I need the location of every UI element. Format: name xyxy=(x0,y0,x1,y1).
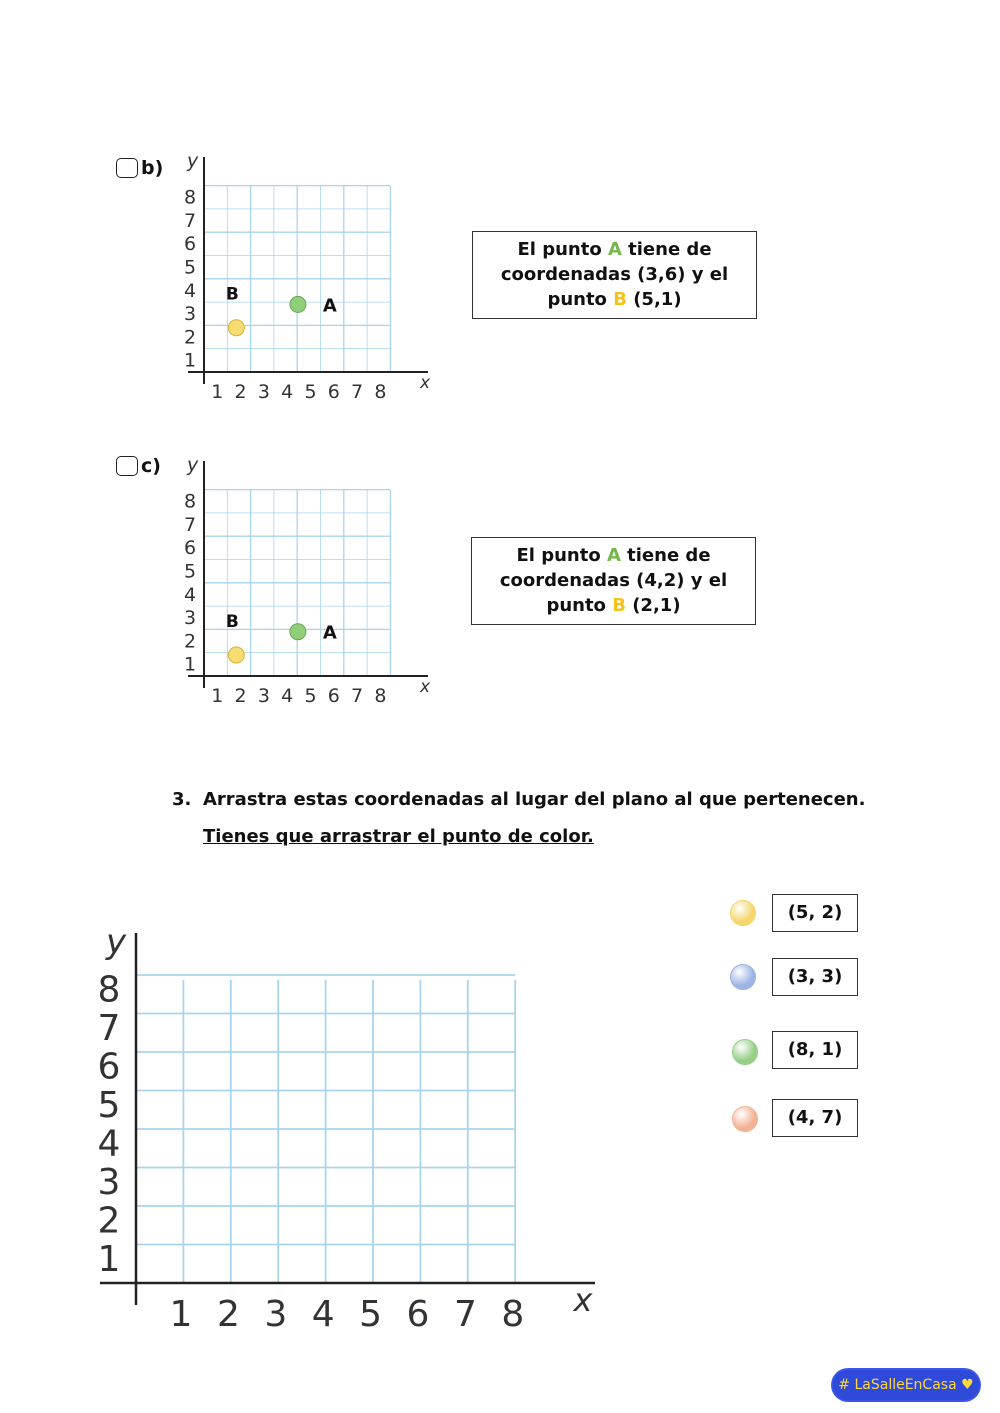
y-tick-label: 3 xyxy=(183,607,197,630)
coordinate-label: (5, 2) xyxy=(772,894,858,932)
x-tick-label: 7 xyxy=(453,1294,477,1335)
coordinate-plane[interactable] xyxy=(80,915,620,1340)
x-tick-label: 2 xyxy=(216,1294,240,1335)
y-axis-label: y xyxy=(187,454,199,476)
x-tick-label: 1 xyxy=(169,1294,193,1335)
y-tick-label: 8 xyxy=(183,490,197,513)
statement-point-b: B xyxy=(613,289,627,310)
x-tick-label: 1 xyxy=(211,685,224,707)
point-a-marker xyxy=(290,624,306,640)
x-tick-label: 8 xyxy=(374,685,387,707)
x-tick-label: 4 xyxy=(311,1294,335,1335)
point-b-marker xyxy=(228,647,244,663)
point-a-label: A xyxy=(322,622,337,644)
yellow-draggable-dot[interactable] xyxy=(730,900,756,926)
option-c-graph xyxy=(170,449,440,714)
x-tick-label: 4 xyxy=(281,685,294,707)
statement-point-b: B xyxy=(612,595,626,616)
option-c-checkbox[interactable] xyxy=(116,456,138,476)
heart-icon: ♥ xyxy=(961,1377,974,1393)
coordinate-label: (4, 7) xyxy=(772,1099,858,1137)
statement-point-a: A xyxy=(606,545,621,566)
x-tick-label: 2 xyxy=(234,685,247,707)
option-b-graph xyxy=(170,145,440,410)
statement-text: (5,1) xyxy=(626,289,682,310)
x-tick-label: 5 xyxy=(304,685,317,707)
y-tick-label: 8 xyxy=(183,186,197,209)
exercise-number: 3. xyxy=(172,789,192,810)
y-tick-label: 5 xyxy=(183,560,197,583)
statement-point-a: A xyxy=(607,239,622,260)
option-c-label: c) xyxy=(141,455,161,477)
badge-text: # LaSalleEnCasa xyxy=(838,1377,957,1393)
y-tick-label: 4 xyxy=(97,1123,121,1165)
x-axis-label: x xyxy=(420,373,431,393)
statement-text: (2,1) xyxy=(625,595,681,616)
statement-text: El punto xyxy=(517,239,608,260)
y-tick-label: 6 xyxy=(183,537,197,560)
y-tick-label: 7 xyxy=(183,209,197,232)
y-tick-label: 5 xyxy=(183,256,197,279)
y-tick-label: 3 xyxy=(183,303,197,326)
exercise-instruction-2: Tienes que arrastrar el punto de color. xyxy=(203,826,594,847)
y-tick-label: 2 xyxy=(97,1200,121,1242)
x-tick-label: 3 xyxy=(257,685,270,707)
x-tick-label: 5 xyxy=(304,381,317,403)
point-b-label: B xyxy=(225,284,239,305)
y-tick-label: 4 xyxy=(183,279,197,302)
option-c-statement xyxy=(471,537,756,625)
statement-text: El punto xyxy=(516,545,607,566)
point-a-marker xyxy=(290,296,306,312)
x-tick-label: 2 xyxy=(234,381,247,403)
x-tick-label: 6 xyxy=(406,1294,430,1335)
x-tick-label: 5 xyxy=(359,1294,383,1335)
y-tick-label: 6 xyxy=(97,1046,121,1088)
orange-draggable-dot[interactable] xyxy=(732,1106,758,1132)
y-tick-label: 8 xyxy=(97,969,121,1011)
y-tick-label: 7 xyxy=(97,1008,121,1049)
x-tick-label: 3 xyxy=(257,381,270,403)
green-draggable-dot[interactable] xyxy=(732,1039,758,1065)
x-tick-label: 7 xyxy=(351,685,364,707)
point-a-label: A xyxy=(322,295,337,317)
x-tick-label: 6 xyxy=(327,685,340,707)
y-tick-label: 4 xyxy=(183,583,197,606)
y-tick-label: 5 xyxy=(97,1085,121,1126)
y-tick-label: 3 xyxy=(97,1162,121,1203)
y-tick-label: 1 xyxy=(183,653,197,676)
exercise-instruction: Arrastra estas coordenadas al lugar del plano al que pertenecen. xyxy=(203,789,866,810)
coordinate-label: (8, 1) xyxy=(772,1031,858,1069)
x-axis-label: x xyxy=(420,677,431,697)
option-b-label: b) xyxy=(141,157,164,179)
x-axis-label: x xyxy=(573,1281,593,1319)
coordinate-label: (3, 3) xyxy=(772,958,858,996)
y-axis-label: y xyxy=(187,150,199,172)
y-tick-label: 2 xyxy=(183,630,197,653)
point-b-marker xyxy=(228,320,244,336)
y-tick-label: 2 xyxy=(183,326,197,349)
point-b-label: B xyxy=(225,612,239,632)
y-axis-label: y xyxy=(105,922,127,962)
y-tick-label: 1 xyxy=(97,1239,121,1280)
option-b-checkbox[interactable] xyxy=(116,158,138,178)
statement-text: tiene de coordenadas (3,6) y el punto xyxy=(500,239,729,310)
x-tick-label: 7 xyxy=(351,381,364,403)
y-tick-label: 6 xyxy=(183,233,197,256)
x-tick-label: 1 xyxy=(211,381,224,403)
x-tick-label: 4 xyxy=(281,381,294,403)
option-b-statement xyxy=(472,231,757,319)
lasalle-badge xyxy=(833,1370,979,1400)
x-tick-label: 3 xyxy=(264,1294,288,1335)
x-tick-label: 8 xyxy=(501,1294,525,1335)
y-tick-label: 7 xyxy=(183,513,197,536)
x-tick-label: 8 xyxy=(374,381,387,403)
y-tick-label: 1 xyxy=(183,349,197,372)
x-tick-label: 6 xyxy=(327,381,340,403)
blue-draggable-dot[interactable] xyxy=(730,964,756,990)
statement-text: tiene de coordenadas (4,2) y el punto xyxy=(499,545,728,616)
